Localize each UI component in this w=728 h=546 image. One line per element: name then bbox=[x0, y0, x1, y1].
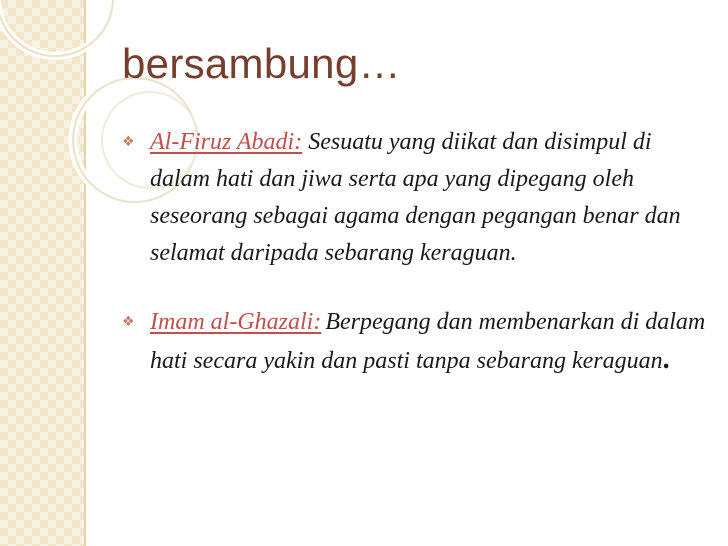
list-item bbox=[122, 124, 712, 272]
bullet-icon: ❖ bbox=[122, 134, 135, 150]
list-item bbox=[122, 304, 712, 380]
definition-term: Imam al-Ghazali: bbox=[150, 309, 322, 335]
definition-text: Berpegang dan membenarkan di dalam hati secara yakin dan pasti tanpa sebarang keraguan bbox=[150, 309, 706, 374]
bullet-list bbox=[122, 124, 712, 380]
definition-text: Sesuatu yang diikat dan disimpul di dalam hati dan jiwa serta apa yang dipegang oleh seseorang sebagai agama dengan pegangan benar dan selamat daripada sebarang keraguan. bbox=[150, 129, 681, 266]
end-punctuation: . bbox=[662, 344, 670, 375]
definition-term: Al-Firuz Abadi: bbox=[150, 129, 303, 155]
bullet-icon: ❖ bbox=[122, 314, 135, 330]
slide-title: bersambung… bbox=[122, 40, 401, 87]
